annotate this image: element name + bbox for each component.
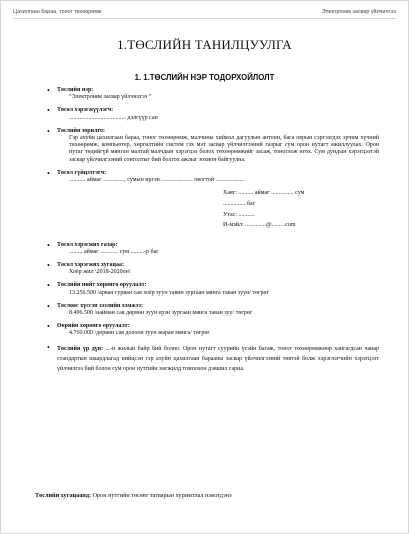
footer-note	[35, 492, 395, 499]
item-value: 13.256.500 /арван гурван сая хоёр зуун тавин зургаан мянга таван зуун/ төгрөг	[69, 289, 269, 296]
item-label: • Төслийн зорилго:	[57, 127, 106, 134]
item-label: • Төслийн нэр:	[57, 87, 94, 93]
page-title: 1.ТӨСЛИЙН ТАНИЛЦУУЛГА	[117, 37, 292, 52]
item-value: ...................................... дэлгүүр сан	[69, 114, 158, 121]
document-body	[57, 87, 379, 374]
item-label: • Өөрийн хөрөнгө оруулалт:	[57, 323, 130, 330]
header-right-text: Электроник засвар үйлчилгээ	[321, 9, 396, 15]
item-value: 8.496.500 /найман сая дөрвөн зуун ерэн зургаан мянга таван зуу/ төгрөг	[69, 309, 253, 316]
list-item-place	[57, 242, 379, 256]
item-value: Хоёр жил \2018-2020он\	[69, 269, 131, 276]
list-item-duration	[57, 262, 379, 276]
item-label: • Төслийн нийт хөрөнгө оруулалт:	[57, 282, 147, 289]
item-value: 4.760.000 /дөрвөн сая долоон зуун жаран мянга/ төгрөг	[69, 330, 210, 337]
list-item-total-investment	[57, 282, 379, 296]
item-label: • Төсөл хэрэгжүүлэгч:	[57, 107, 114, 114]
contact-email: И-мэйл: ..............@.........com	[223, 222, 296, 229]
item-value: ...-н жилын байр бий болно. Орон нутагт суурийн үсэйн багаж, тоног төхөөрөмжөөр хангагдсан чанар стандартын шаардлагад нийцсэн гэр ахуйн цахилгаан барааны засвар үйлчилгээний төвтэй болж хэрэглэгчийн хэрэгцээт үйлчилгээ бий болон сум орон нутгийн хөгжилд томоохон дэвшил гарна.	[57, 345, 380, 372]
list-item-project-name	[57, 87, 379, 101]
item-label: Төслийн үр дүн:	[57, 345, 104, 352]
item-label: • Төсөл хэрэгжих хугацаа:	[57, 261, 124, 268]
item-value: ......... аймаг ............ сум .........-р баг	[69, 248, 159, 255]
item-value: ........... аймаг .............., сумын иргэн ..................... овогтой ...................	[69, 177, 245, 184]
contact-phone: Утас: ...........	[223, 211, 255, 218]
list-item-actor	[57, 107, 379, 121]
item-label: • Төслөөс хүссэн зээлийн хэмжээ:	[57, 302, 143, 309]
section-subtitle: 1. 1.ТӨСЛИЙН НЭР ТОДОРХОЙЛОЛТ	[134, 73, 275, 82]
list-item-results	[57, 344, 379, 375]
item-label: • Төсөл гүйцэтгэгч:	[57, 169, 107, 176]
contact-bag: ............... баг	[223, 200, 256, 207]
page-header	[13, 9, 396, 15]
list-item-location	[57, 170, 379, 184]
item-value: “Электроник засвар үйлчилгээ ”	[69, 94, 152, 101]
header-left-text: Цахилгаан бараа, тоног төхөөрөмж	[13, 9, 102, 15]
list-item-own-investment	[57, 323, 379, 337]
contact-address: Хаяг: .......... аймаг ............... сум	[223, 190, 305, 197]
header-divider	[13, 18, 396, 19]
list-item-loan	[57, 303, 379, 317]
footer-value: Орон нутгийн төсөвт татварын хуримтлал нэмэгдэнэ	[92, 492, 232, 499]
list-item-purpose	[57, 128, 379, 164]
footer-label: Төслийн хугацаанд:	[35, 492, 92, 499]
item-label: • Төсөл хэрэгжих газар:	[57, 241, 118, 248]
contact-block	[57, 190, 379, 229]
item-value: Гэр ахуйн цахилгаан бараа, тоног төхөөрөмж, малчины хиймэл дагуулын антенн, бага оврын сэргээгдэх эрчим хүчний төхөөрөмж, компьютер, хөргөлтийн систем гэх мэт засвар үйлчилгээний газрыг сум орон нутагт ажиллуулах. Орон нутаг төдийгүй мянган малтай малчдын хэрэгцээ болох төхөөрөмжийг засаж, тоноглож өгөх. Сум дундын хэрэгцээтэй засвар үйлчилгээний сонголтыг бий болгох ажлыг зохион байгуулна.	[69, 135, 379, 163]
